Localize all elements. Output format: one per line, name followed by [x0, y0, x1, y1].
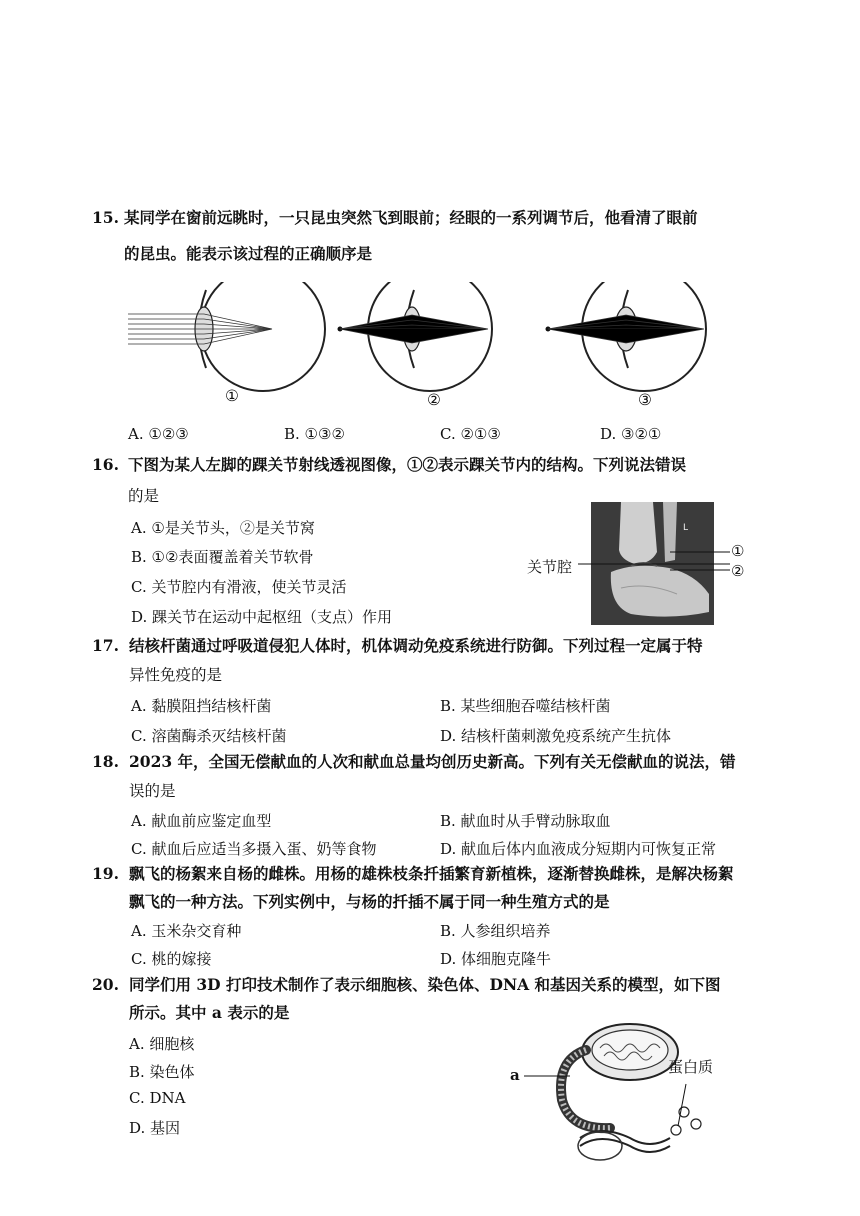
q17-option-c: C. 溶菌酶杀灭结核杆菌	[131, 727, 287, 745]
q17-number: 17.	[92, 636, 119, 655]
q16-label-lines	[560, 540, 740, 580]
q19-number: 19.	[92, 864, 119, 883]
nucleus-model	[582, 1024, 678, 1080]
q20-label-a: a	[510, 1066, 520, 1084]
q15-option-a: A. ①②③	[128, 425, 189, 443]
q17-option-d: D. 结核杆菌刺激免疫系统产生抗体	[440, 727, 672, 745]
q16-option-a: A. ①是关节头，②是关节窝	[131, 519, 315, 537]
q17-stem-line1: 结核杆菌通过呼吸道侵犯人体时，机体调动免疫系统进行防御。下列过程一定属于特	[129, 636, 703, 655]
q20-number: 20.	[92, 975, 119, 994]
q16-option-b: B. ①②表面覆盖着关节软骨	[131, 548, 314, 566]
q15-fig-label-3: ③	[638, 391, 652, 409]
q19-option-a: A. 玉米杂交育种	[131, 922, 242, 940]
q20-option-c: C. DNA	[129, 1089, 186, 1107]
xray-marker: L	[683, 523, 689, 533]
q17-option-b: B. 某些细胞吞噬结核杆菌	[440, 697, 611, 715]
q15-stem-line2: 的昆虫。能表示该过程的正确顺序是	[124, 244, 373, 263]
q16-stem-line2: 的是	[128, 487, 160, 505]
q19-option-c: C. 桃的嫁接	[131, 950, 212, 968]
q16-option-d: D. 踝关节在运动中起枢纽（支点）作用	[131, 608, 393, 626]
q16-label-joint-cavity: 关节腔	[527, 558, 573, 576]
q16-label-1: ①	[731, 542, 745, 560]
q15-option-c: C. ②①③	[440, 425, 501, 443]
q19-stem-line2: 飘飞的一种方法。下列实例中，与杨的扦插不属于同一种生殖方式的是	[129, 892, 610, 911]
eye-diagram-1	[128, 282, 325, 391]
q17-option-a: A. 黏膜阻挡结核杆菌	[131, 697, 272, 715]
q15-fig-label-2: ②	[427, 391, 441, 409]
q20-option-d: D. 基因	[129, 1119, 181, 1137]
q18-option-c: C. 献血后应适当多摄入蛋、奶等食物	[131, 840, 377, 858]
q15-number: 15.	[92, 208, 119, 227]
q15-stem-line1: 某同学在窗前远眺时，一只昆虫突然飞到眼前；经眼的一系列调节后，他看清了眼前	[124, 208, 698, 227]
eye-diagram-3	[546, 282, 707, 391]
q20-stem-line2: 所示。其中 a 表示的是	[129, 1003, 290, 1022]
q18-option-b: B. 献血时从手臂动脉取血	[440, 812, 611, 830]
q18-number: 18.	[92, 752, 119, 771]
q17-stem-line2: 异性免疫的是	[129, 666, 223, 684]
q15-fig-label-1: ①	[225, 387, 239, 405]
q18-option-a: A. 献血前应鉴定血型	[131, 812, 272, 830]
q19-option-d: D. 体细胞克隆牛	[440, 950, 552, 968]
q18-stem-line1: 2023 年，全国无偿献血的人次和献血总量均创历史新高。下列有关无偿献血的说法，错	[129, 752, 736, 771]
q20-chromosome-model	[500, 1020, 740, 1170]
q18-option-d: D. 献血后体内血液成分短期内可恢复正常	[440, 840, 717, 858]
q15-option-b: B. ①③②	[284, 425, 345, 443]
q20-option-a: A. 细胞核	[129, 1035, 195, 1053]
q16-number: 16.	[92, 455, 119, 474]
eye-diagram-2	[338, 282, 493, 391]
q16-option-c: C. 关节腔内有滑液，使关节灵活	[131, 578, 347, 596]
q20-label-protein: 蛋白质	[668, 1058, 714, 1076]
q16-stem-line1: 下图为某人左脚的踝关节射线透视图像，①②表示踝关节内的结构。下列说法错误	[128, 455, 687, 474]
q20-option-b: B. 染色体	[129, 1063, 195, 1081]
q19-option-b: B. 人参组织培养	[440, 922, 551, 940]
q19-stem-line1: 飘飞的杨絮来自杨的雌株。用杨的雄株枝条扦插繁育新植株，逐渐替换雌株，是解决杨絮	[129, 864, 734, 883]
q16-label-2: ②	[731, 562, 745, 580]
q18-stem-line2: 误的是	[129, 782, 176, 800]
q20-stem-line1: 同学们用 3D 打印技术制作了表示细胞核、染色体、DNA 和基因关系的模型，如下图	[129, 975, 721, 994]
q15-option-d: D. ③②①	[600, 425, 662, 443]
